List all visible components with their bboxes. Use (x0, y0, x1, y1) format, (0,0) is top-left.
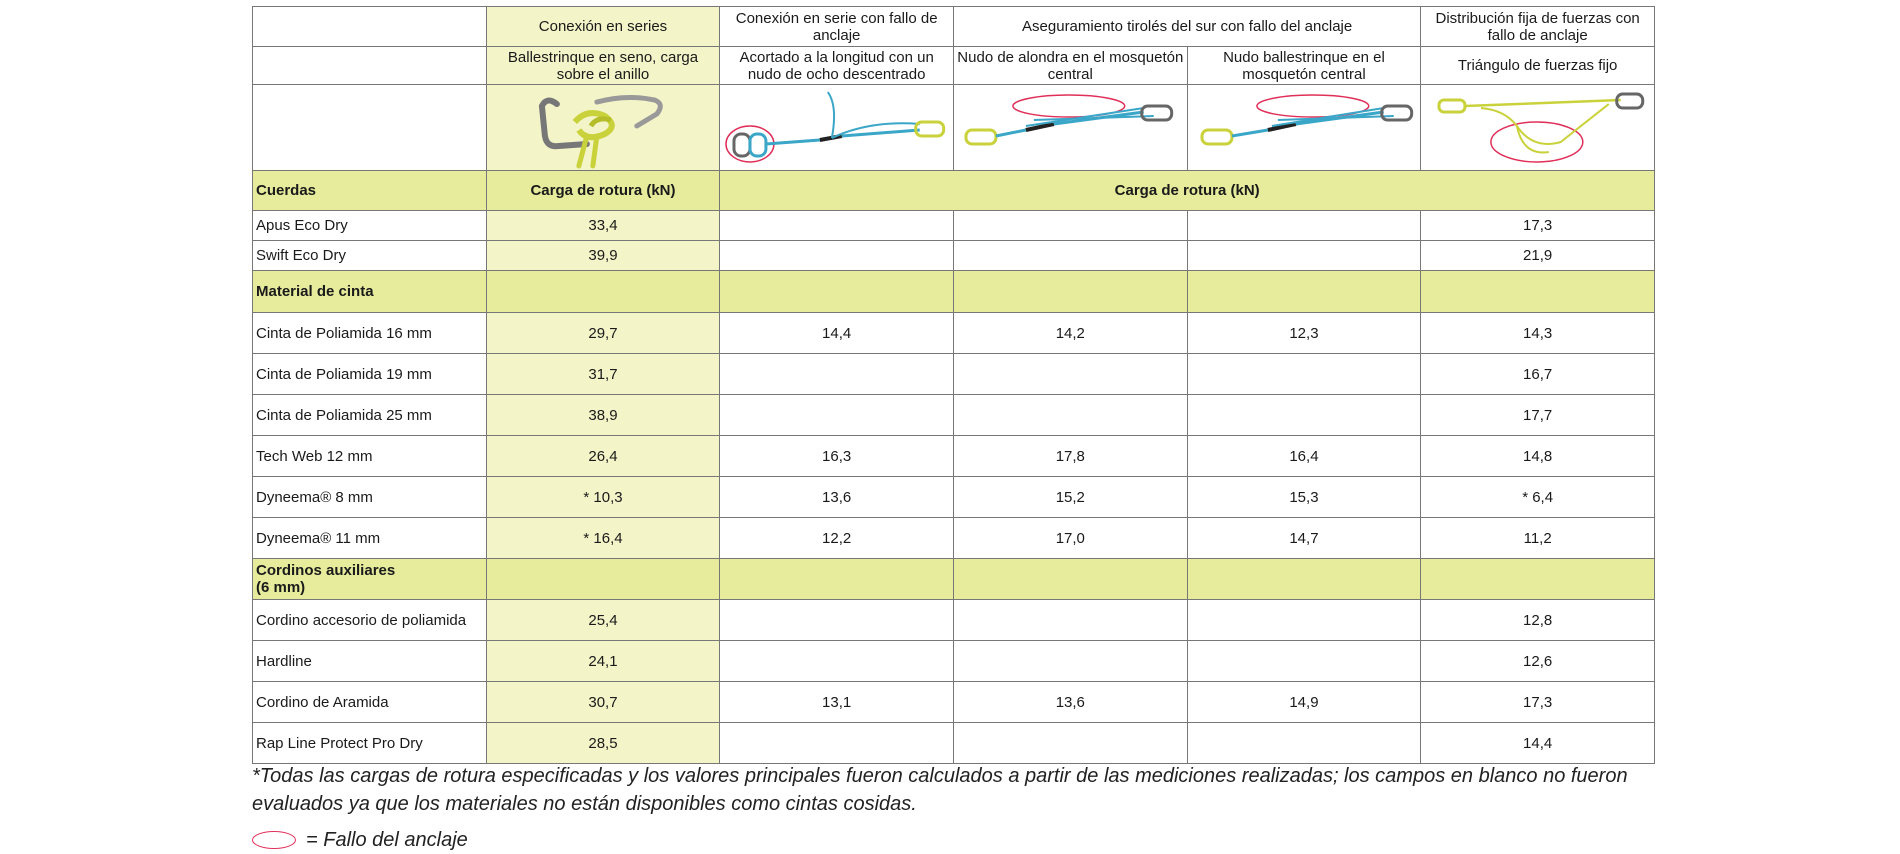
value-cell: 24,1 (486, 641, 720, 682)
value-cell: 14,4 (1421, 723, 1655, 764)
value-cell: 29,7 (486, 313, 720, 354)
value-cell: 16,3 (720, 436, 954, 477)
value-cell (1187, 723, 1421, 764)
section-fill (1187, 271, 1421, 313)
row-name: Cinta de Poliamida 19 mm (253, 354, 487, 395)
value-cell: 17,3 (1421, 211, 1655, 241)
girth-hitch-tyrolean-icon (954, 86, 1187, 170)
table-row (253, 395, 1655, 436)
value-cell: 15,2 (953, 477, 1187, 518)
sub-header-figure-eight: Acortado a la longitud con un nudo de ocho descentrado (720, 47, 954, 85)
value-cell (1187, 641, 1421, 682)
value-cell: 26,4 (486, 436, 720, 477)
value-cell (720, 600, 954, 641)
value-cell (953, 211, 1187, 241)
value-cell: 17,8 (953, 436, 1187, 477)
value-cell: 12,2 (720, 518, 954, 559)
clove-hitch-tyrolean-icon (1188, 86, 1421, 170)
value-cell: 12,6 (1421, 641, 1655, 682)
table-row (253, 211, 1655, 241)
value-cell (953, 641, 1187, 682)
group-header-series: Conexión en series (486, 7, 720, 47)
value-cell (720, 641, 954, 682)
row-name: Hardline (253, 641, 487, 682)
value-cell (1187, 241, 1421, 271)
value-cell: * 10,3 (486, 477, 720, 518)
sub-header-girth-hitch: Nudo de alondra en el mosquetón central (953, 47, 1187, 85)
section-title: Cuerdas (253, 171, 487, 211)
group-header-row (253, 7, 1655, 47)
value-cell (720, 395, 954, 436)
value-cell: 14,7 (1187, 518, 1421, 559)
value-cell: 17,7 (1421, 395, 1655, 436)
section-fill (486, 271, 720, 313)
value-cell: 14,2 (953, 313, 1187, 354)
table-row (253, 477, 1655, 518)
value-cell: 25,4 (486, 600, 720, 641)
value-cell (1187, 354, 1421, 395)
row-name: Cordino accesorio de poliamida (253, 600, 487, 641)
table-row (253, 354, 1655, 395)
legend-text: = Fallo del anclaje (306, 828, 468, 851)
value-cell: 15,3 (1187, 477, 1421, 518)
value-cell: 13,6 (720, 477, 954, 518)
value-cell: 21,9 (1421, 241, 1655, 271)
table-row (253, 518, 1655, 559)
section-title (253, 559, 487, 600)
footnote: *Todas las cargas de rotura especificadas y los valores principales fueron calculados a partir de las mediciones realizadas; los campos en blanco no fueron evaluados ya que los materiales no están disponibles como cintas cosidas. (252, 765, 1628, 815)
row-name: Cordino de Aramida (253, 682, 487, 723)
row-name: Cinta de Poliamida 16 mm (253, 313, 487, 354)
row-name: Swift Eco Dry (253, 241, 487, 271)
section-fill (953, 271, 1187, 313)
value-cell: 17,0 (953, 518, 1187, 559)
value-cell (720, 211, 954, 241)
strength-table-wrapper (252, 6, 1655, 764)
value-cell (1187, 211, 1421, 241)
value-cell: 16,4 (1187, 436, 1421, 477)
illustration-fixed-triangle (1421, 85, 1655, 171)
row-name: Apus Eco Dry (253, 211, 487, 241)
value-cell (953, 723, 1187, 764)
sub-header-fixed-triangle: Triángulo de fuerzas fijo (1421, 47, 1655, 85)
group-header-series-failure: Conexión en serie con fallo de anclaje (720, 7, 954, 47)
corner-cell-3 (253, 85, 487, 171)
value-cell: 38,9 (486, 395, 720, 436)
sub-header-clove-hitch-loop: Ballestrinque en seno, carga sobre el anillo (486, 47, 720, 85)
value-cell: 13,6 (953, 682, 1187, 723)
sub-header-clove-hitch-carabiner: Nudo ballestrinque en el mosquetón central (1187, 47, 1421, 85)
row-name: Rap Line Protect Pro Dry (253, 723, 487, 764)
corner-cell (253, 7, 487, 47)
section-fill (1421, 271, 1655, 313)
value-cell: 11,2 (1421, 518, 1655, 559)
table-row (253, 313, 1655, 354)
value-cell: 31,7 (486, 354, 720, 395)
value-cell: 14,8 (1421, 436, 1655, 477)
value-cell: 12,3 (1187, 313, 1421, 354)
value-cell: 17,3 (1421, 682, 1655, 723)
value-cell (953, 354, 1187, 395)
illustration-series (486, 85, 720, 171)
value-cell: 14,4 (720, 313, 954, 354)
table-row (253, 641, 1655, 682)
value-cell (720, 354, 954, 395)
section-title-text: Cordinos auxiliares (6 mm) (256, 562, 396, 596)
value-cell: 39,9 (486, 241, 720, 271)
illustration-girth-hitch (953, 85, 1187, 171)
value-cell (720, 241, 954, 271)
table-row (253, 241, 1655, 271)
value-cell: 14,9 (1187, 682, 1421, 723)
value-cell (953, 241, 1187, 271)
value-cell (953, 600, 1187, 641)
section-fill (486, 559, 720, 600)
row-name: Tech Web 12 mm (253, 436, 487, 477)
corner-cell-2 (253, 47, 487, 85)
table-row (253, 682, 1655, 723)
column-title-breaking-load-rest: Carga de rotura (kN) (720, 171, 1655, 211)
value-cell: 28,5 (486, 723, 720, 764)
section-fill (1421, 559, 1655, 600)
section-title: Material de cinta (253, 271, 487, 313)
row-name: Dyneema® 11 mm (253, 518, 487, 559)
value-cell: 33,4 (486, 211, 720, 241)
sub-header-row (253, 47, 1655, 85)
section-fill (953, 559, 1187, 600)
anchor-failure-ring-icon (252, 831, 296, 849)
column-title-breaking-load: Carga de rotura (kN) (486, 171, 720, 211)
value-cell: 30,7 (486, 682, 720, 723)
table-row (253, 600, 1655, 641)
fixed-triangle-sling-icon (1421, 86, 1654, 170)
value-cell: * 6,4 (1421, 477, 1655, 518)
section-fill (720, 271, 954, 313)
value-cell: 13,1 (720, 682, 954, 723)
row-name: Dyneema® 8 mm (253, 477, 487, 518)
illustration-clove-hitch-central (1187, 85, 1421, 171)
value-cell (1187, 395, 1421, 436)
breaking-strength-table (252, 6, 1655, 764)
group-header-tyrolean: Aseguramiento tirolés del sur con fallo del anclaje (953, 7, 1420, 47)
table-row (253, 436, 1655, 477)
carabiner-clove-hitch-icon (487, 86, 720, 170)
section-fill (720, 559, 954, 600)
row-name: Cinta de Poliamida 25 mm (253, 395, 487, 436)
illustration-series-failure (720, 85, 954, 171)
section-ropes-row (253, 171, 1655, 211)
value-cell: 14,3 (1421, 313, 1655, 354)
section-fill (1187, 559, 1421, 600)
illustration-row (253, 85, 1655, 171)
value-cell (720, 723, 954, 764)
value-cell: * 16,4 (486, 518, 720, 559)
table-row (253, 723, 1655, 764)
value-cell: 16,7 (1421, 354, 1655, 395)
value-cell (1187, 600, 1421, 641)
value-cell: 12,8 (1421, 600, 1655, 641)
section-cords-row (253, 559, 1655, 600)
figure-eight-sling-icon (720, 86, 953, 170)
section-webbing-row (253, 271, 1655, 313)
value-cell (953, 395, 1187, 436)
group-header-fixed-distribution: Distribución fija de fuerzas con fallo de anclaje (1421, 7, 1655, 47)
